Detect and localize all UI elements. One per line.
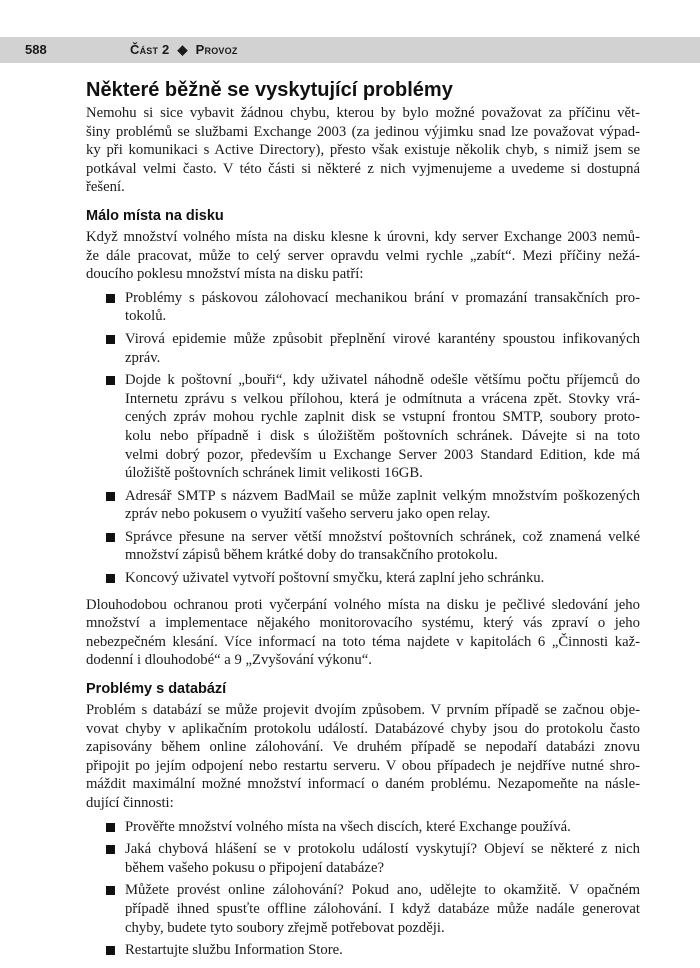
section-label: Provoz	[195, 42, 238, 57]
text-line: ky při komunikaci s Active Directory), přesto však existuje několik chyb, s nimiž jsem se	[86, 142, 640, 159]
text-line: Dojde k poštovní „bouři“, kdy uživatel náhodně odešle většímu počtu příjemců do	[125, 372, 640, 389]
list-item	[86, 289, 640, 326]
text-line: chyby, budete tyto soubory zřejmě potřebovat později.	[125, 919, 445, 936]
text-line: Internetu zprávu s velkou přílohou, která je odmítnuta a vrácena zpět. Stovky vrá-	[125, 390, 640, 407]
low-disk-causes-list	[86, 289, 640, 588]
text-line: Dlouhodobou ochranou proti vyčerpání volného místa na disku je pečlivé sledování jeho	[86, 596, 640, 613]
text-line: že dále pracovat, může to celý server opravdu velmi rychle „zabít“. Mezi příčiny nežá-	[86, 247, 640, 264]
bullet-square-icon	[106, 533, 115, 542]
text-line: tokolů.	[125, 308, 167, 325]
bullet-square-icon	[106, 294, 115, 303]
text-line: šiny problémů se službami Exchange 2003 (za jedinou výjimku snad lze považovat výpad-	[86, 123, 640, 140]
text-line: Můžete provést online zálohování? Pokud ano, udělejte to okamžitě. V opačném	[125, 882, 640, 899]
bullet-square-icon	[106, 845, 115, 854]
bullet-square-icon	[106, 335, 115, 344]
text-line: kolu nebo případně i disk s úložištěm poštovních schránek. Dávejte si na toto	[125, 427, 640, 444]
bullet-square-icon	[106, 376, 115, 385]
text-line: množství zápisů během krátké doby do transakčního protokolu.	[125, 547, 498, 564]
text-line: Jaká chybová hlášení se v protokolu událostí vyskytují? Objeví se některé z nich	[125, 841, 640, 858]
text-line: Adresář SMTP s názvem BadMail se může zaplnit velkým množstvím poškozených	[125, 487, 640, 504]
diamond-separator-icon: ◆	[177, 42, 188, 57]
part-title	[130, 42, 238, 58]
list-item	[86, 371, 640, 483]
text-line: Prověřte množství volného místa na všech discích, které Exchange používá.	[125, 818, 571, 835]
text-line: nebezpečném klesání. Více informací na toto téma najdete v kapitolách 6 „Činnosti kaž-	[86, 633, 640, 650]
text-line: během vašeho pokusu o připojení databáze?	[125, 859, 384, 876]
text-line: Koncový uživatel vytvoří poštovní smyčku, která zaplní jeho schránku.	[125, 570, 545, 587]
text-line: zpráv nebo pokusem o využití vašeho serveru jako open relay.	[125, 506, 491, 523]
text-line: dující činnosti:	[86, 795, 174, 811]
low-disk-conclusion	[86, 596, 640, 670]
list-item	[86, 840, 640, 877]
heading-low-disk-space: Málo místa na disku	[86, 207, 224, 224]
text-line: doucího poklesu množství místa na disku patří:	[86, 266, 364, 283]
part-label: Část 2	[130, 42, 170, 57]
database-paragraph	[86, 701, 640, 813]
bullet-square-icon	[106, 492, 115, 501]
text-line: řešení.	[86, 179, 125, 196]
text-line: Když množství volného místa na disku klesne k úrovni, kdy server Exchange 2003 nemů-	[86, 228, 640, 245]
text-line: Správce přesune na server větší množství poštovních schránek, což znamená velké	[125, 528, 640, 545]
text-line: připojit po jejím odpojení nebo restartu serveru. V obou případech je nejdříve nutné shro-	[86, 757, 640, 774]
bullet-square-icon	[106, 886, 115, 895]
database-steps-list	[86, 818, 640, 960]
list-item	[86, 881, 640, 937]
heading-database-problems: Problémy s databází	[86, 681, 227, 698]
text-line: potkával velmi často. V této části si některé z nich vyjmenujeme a uvedeme si dostupná	[86, 160, 640, 177]
low-disk-paragraph	[86, 228, 640, 284]
text-line: množství a implementace nějakého monitorovacího systému, který vás zpraví o jeho	[86, 615, 640, 632]
text-line: vovat chyby v aplikačním protokolu událostí. Databázové chyby jsou do protokolu často	[86, 720, 640, 737]
list-item	[86, 330, 640, 367]
text-line: Virová epidemie může způsobit přeplnění virové karantény spoustou infikovaných	[125, 330, 640, 347]
page-body	[86, 78, 640, 968]
running-header	[0, 37, 700, 63]
list-item	[86, 487, 640, 524]
text-line: úložiště poštovních schránek limit velikosti 16GB.	[125, 465, 423, 482]
text-line: dodenní i dlouhodobé“ a 9 „Zvyšování výkonu“.	[86, 652, 372, 669]
text-line: zpráv.	[125, 349, 161, 366]
text-line: máždit maximální možné množství informací o daném problému. Nezapomeňte na násle-	[86, 776, 640, 793]
page-number: 588	[25, 42, 47, 57]
text-line: Restartujte službu Information Store.	[125, 942, 343, 959]
text-line: případě ihned spusťte offline zálohování. I když databáze může nadále generovat	[125, 900, 640, 917]
page-title: Některé běžně se vyskytující problémy	[86, 79, 453, 101]
list-item	[86, 818, 640, 837]
text-line: Problém s databází se může projevit dvojím způsobem. V prvním případě se začnou obje-	[86, 702, 640, 719]
bullet-square-icon	[106, 946, 115, 955]
list-item	[86, 528, 640, 565]
text-line: zapisovány během online zálohování. Ve druhém případě se nepodaří databázi znovu	[86, 739, 640, 756]
intro-paragraph	[86, 104, 640, 197]
text-line: Nemohu si sice vybavit žádnou chybu, kterou by bylo možné považovat za příčinu vět-	[86, 105, 640, 121]
bullet-square-icon	[106, 574, 115, 583]
bullet-square-icon	[106, 823, 115, 832]
text-line: velmi dobrý pozor, především u Exchange Server 2003 Standard Edition, kde má	[125, 446, 640, 463]
text-line: cených zpráv mohou rychle zaplnit disk se vstupní frontou SMTP, soubory proto-	[125, 409, 640, 426]
text-line: Problémy s páskovou zálohovací mechanikou brání v promazání transakčních pro-	[125, 289, 640, 306]
list-item	[86, 569, 640, 588]
list-item	[86, 941, 640, 960]
